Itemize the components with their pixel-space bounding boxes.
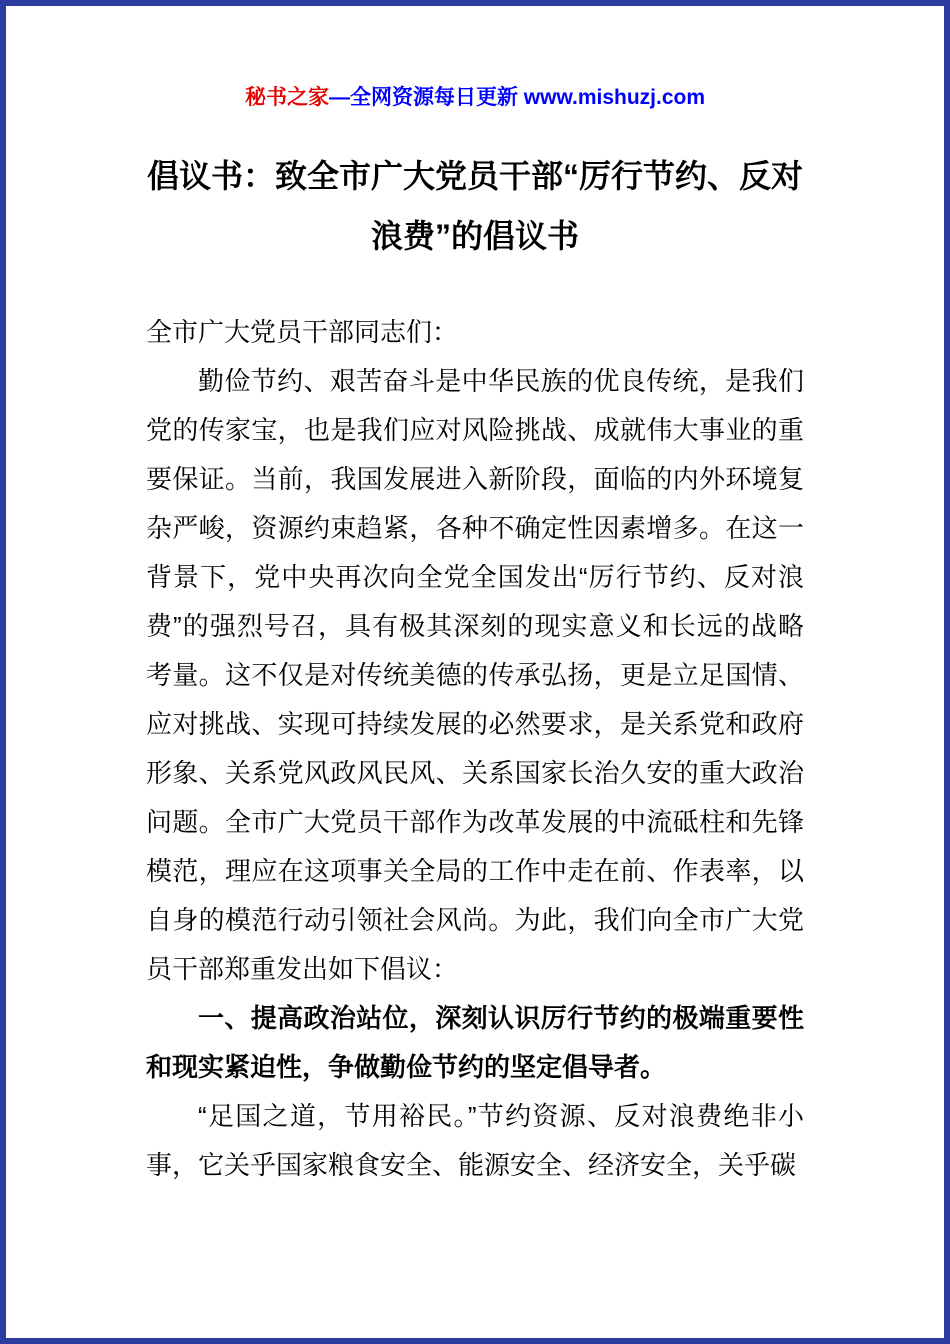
site-header [146,84,804,112]
section-heading: 一、提高政治站位，深刻认识厉行节约的极端重要性和现实紧迫性，争做勤俭节约的坚定倡导者。 [146,1003,804,1082]
header-tagline: —全网资源每日更新 www.mishuzj.com [328,86,706,109]
brand-name: 秘书之家 [244,86,329,109]
body-paragraph: 勤俭节约、艰苦奋斗是中华民族的优良传统，是我们党的传家宝，也是我们应对风险挑战、成就伟大事业的重要保证。当前，我国发展进入新阶段，面临的内外环境复杂严峻，资源约束趋紧，各种不确定性因素增多。在这一背景下，党中央再次向全党全国发出“厉行节约、反对浪费”的强烈号召，具有极其深刻的现实意义和长远的战略考量。这不仅是对传统美德的传承弘扬，更是立足国情、应对挑战、实现可持续发展的必然要求，是关系党和政府形象、关系党风政风民风、关系国家长治久安的重大政治问题。全市广大党员干部作为改革发展的中流砥柱和先锋模范，理应在这项事关全局的工作中走在前、作表率，以自身的模范行动引领社会风尚。为此，我们向全市广大党员干部郑重发出如下倡议： [146,366,804,984]
body-paragraph: “足国之道，节用裕民。”节约资源、反对浪费绝非小事，它关乎国家粮食安全、能源安全、经济安全，关乎碳 [146,1101,804,1180]
salutation-paragraph: 全市广大党员干部同志们： [146,317,459,347]
document-body [146,308,804,1190]
document-title: 倡议书：致全市广大党员干部“厉行节约、反对浪费”的倡议书 [146,158,803,254]
